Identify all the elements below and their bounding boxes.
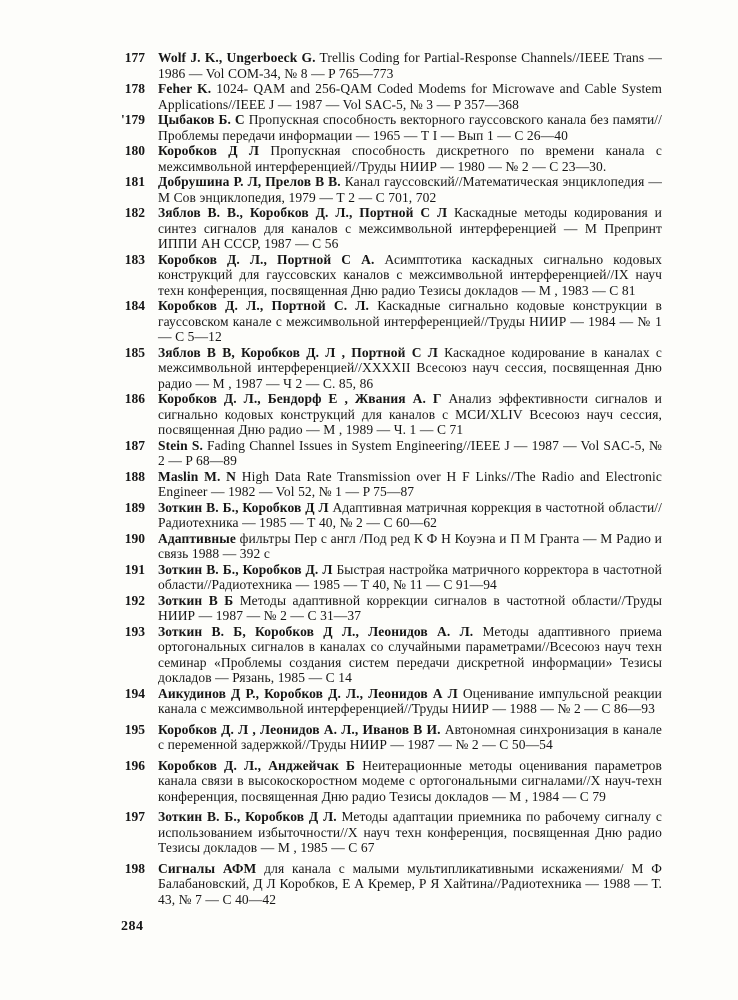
reference-entry (121, 112, 662, 143)
reference-body (145, 500, 662, 531)
reference-authors: Аикудинов Д Р., Коробков Д. Л., Леонидов А Л (158, 685, 458, 701)
reference-entry (121, 252, 662, 299)
reference-citation: Каскадные сигнально кодовые конструкции в гауссовском канале с межсимвольной интерференцией//Труды НИИР — 1984 — № 1 — С 5—12 (158, 298, 662, 344)
reference-number: 192 (124, 592, 145, 608)
reference-number: 177 (124, 50, 145, 65)
reference-number: 182 (124, 205, 145, 220)
reference-authors: Feher K. (158, 81, 212, 96)
reference-entry (121, 205, 662, 252)
reference-citation: High Data Rate Transmission over H F Links//The Radio and Electronic Engineer — 1982 — Vol 52, № 1 — P 75—87 (158, 468, 662, 499)
reference-body (145, 624, 662, 686)
reference-body (145, 593, 662, 624)
reference-entry (121, 345, 662, 392)
reference-authors: Коробков Д. Л., Анджейчак Б (158, 757, 356, 773)
reference-entry (121, 562, 662, 593)
reference-number: 191 (124, 561, 145, 577)
reference-authors: Коробков Д. Л., Портной С. Л. (158, 298, 370, 313)
reference-citation: Пропускная способность векторного гауссовского канала без памяти//Проблемы передачи информации — 1965 — Т I — Вып 1 — С 26—40 (158, 112, 662, 143)
reference-number: 193 (124, 623, 145, 639)
reference-citation: Fading Channel Issues in System Engineering//IEEE J — 1987 — Vol SAC-5, № 2 — P 68—89 (158, 437, 662, 468)
reference-authors: Зоткин В. Б., Коробков Д. Л (158, 561, 333, 577)
reference-authors: Maslin M. N (158, 468, 237, 484)
reference-entry (121, 809, 662, 856)
reference-body (145, 50, 662, 81)
reference-body (145, 174, 662, 205)
reference-number: 180 (124, 143, 145, 158)
reference-body (145, 112, 662, 143)
reference-authors: Коробков Д Л (158, 143, 260, 158)
reference-number: 184 (124, 298, 145, 313)
reference-body (145, 722, 662, 753)
reference-authors: Коробков Д. Л., Портной С А. (158, 251, 375, 267)
reference-body (145, 758, 662, 805)
reference-number: 187 (124, 437, 145, 453)
reference-citation: 1024- QAM and 256-QAM Coded Modems for Microwave and Cable System Applications//IEEE J — 1987 — Vol SAC-5, № 3 — P 357—368 (158, 81, 662, 112)
reference-number: 178 (124, 81, 145, 96)
reference-citation: Адаптивная матричная коррекция в частотной области//Радиотехника — 1985 — Т 40, № 2 — С 60—62 (158, 499, 662, 530)
reference-citation: Trellis Coding for Partial-Response Channels//IEEE Trans — 1986 — Vol COM-34, № 8 — P 765—773 (158, 50, 662, 81)
reference-entry (121, 50, 662, 81)
reference-body (145, 809, 662, 856)
reference-entry (121, 143, 662, 174)
reference-body (145, 531, 662, 562)
reference-authors: Зоткин В. Б., Коробков Д Л (158, 499, 329, 515)
reference-citation: для канала с малыми мультипликативными искажениями/ М Ф Балабановский, Д Л Коробков, Е А Кремер, Р Я Хайтина//Радиотехника — 1988 — Т. 43, № 7 — С 40—42 (158, 860, 662, 907)
reference-entry (121, 500, 662, 531)
reference-citation: Оценивание импульсной реакции канала с межсимвольной интерференцией//Труды НИИР — 1988 — № 2 — С 86—93 (158, 685, 662, 716)
reference-entry (121, 174, 662, 205)
reference-entry (121, 593, 662, 624)
reference-citation: Методы адаптивной коррекции сигналов в частотной области//Труды НИИР — 1987 — № 2 — С 31—37 (158, 592, 662, 623)
reference-entry (121, 861, 662, 908)
reference-citation: Анализ эффективности сигналов и сигнально кодовых конструкций для каналов с МСИ/XLIV Всесоюз науч сессия, посвященная Дню радио — М , 1989 — Ч. 1 — С 71 (158, 391, 662, 437)
reference-body (145, 252, 662, 299)
reference-number: 197 (124, 809, 145, 824)
reference-citation: Методы адаптивного приема ортогональных сигналов в каналах со случайными параметрами//Всесоюз науч техн семинар «Проблемы создания систем передачи дискретной информации» Тезисы докладов — Рязань, 1985 — С 14 (158, 623, 662, 685)
reference-authors: Адаптивные (158, 530, 236, 546)
reference-authors: Сигналы АФМ (158, 860, 257, 876)
reference-number: 196 (124, 757, 145, 773)
reference-number: 195 (124, 721, 145, 737)
reference-body (145, 81, 662, 112)
reference-authors: Коробков Д. Л., Бендорф Е , Жвания А. Г (158, 391, 442, 406)
reference-body (145, 205, 662, 252)
reference-citation: Автономная синхронизация в канале с переменной задержкой//Труды НИИР — 1987 — № 2 — С 50—54 (158, 721, 662, 752)
reference-body (145, 469, 662, 500)
reference-body (145, 686, 662, 717)
reference-number: 189 (124, 499, 145, 515)
reference-entry (121, 624, 662, 686)
reference-body (145, 298, 662, 345)
reference-citation: фильтры Пер с англ /Под ред К Ф Н Коуэна и П М Гранта — М Радио и связь 1988 — 392 с (158, 530, 662, 561)
reference-entry (121, 391, 662, 438)
page-number: 284 (121, 919, 144, 934)
reference-number: 190 (124, 530, 145, 546)
reference-citation: Асимптотика каскадных сигнально кодовых конструкций для гауссовских каналов с межсимвольной интерференцией//IX науч техн конференция, посвященная Дню радио Тезисы докладов — М , 1983 — С 81 (158, 251, 662, 298)
reference-number: '179 (121, 112, 146, 127)
reference-authors: Коробков Д. Л , Леонидов А. Л., Иванов В И. (158, 721, 441, 737)
reference-citation: Канал гауссовский//Математическая энциклопедия — М Сов энциклопедия, 1979 — Т 2 — С 701, 702 (158, 174, 663, 205)
reference-entry (121, 686, 662, 717)
reference-citation: Неитерационные методы оценивания параметров канала связи в высокоскоростном модеме с ортогональными сигналами//X науч-техн конференция, посвященная Дню радио Тезисы докладов — М , 1984 — С 79 (158, 757, 662, 804)
reference-authors: Зяблов В. В., Коробков Д. Л., Портной С Л (158, 205, 448, 220)
reference-authors: Добрушина Р. Л, Прелов В В. (158, 174, 341, 189)
reference-citation: Быстрая настройка матричного корректора в частотной области//Радиотехника — 1985 — Т 40, № 11 — С 91—94 (158, 561, 662, 592)
reference-citation: Методы адаптации приемника по рабочему сигналу с использованием избыточности//X науч техн конференция, посвященная Дню радио Тезисы докладов — М , 1985 — С 67 (158, 809, 662, 855)
reference-body (145, 438, 662, 469)
reference-body (145, 143, 662, 174)
reference-body (145, 562, 662, 593)
reference-body (145, 391, 662, 438)
reference-authors: Stein S. (158, 437, 203, 453)
reference-number: 198 (124, 860, 145, 876)
reference-number: 181 (124, 174, 145, 189)
reference-entry (121, 469, 662, 500)
reference-entry (121, 298, 662, 345)
reference-entry (121, 722, 662, 753)
reference-number: 183 (124, 251, 145, 267)
reference-list (121, 50, 662, 907)
reference-authors: Зоткин В Б (158, 592, 234, 608)
reference-entry (121, 81, 662, 112)
reference-authors: Wolf J. K., Ungerboeck G. (158, 50, 316, 65)
reference-authors: Цыбаков Б. С (158, 112, 245, 127)
reference-authors: Зоткин В. Б., Коробков Д Л. (158, 809, 337, 824)
reference-authors: Зоткин В. Б, Коробков Д Л., Леонидов А. Л. (158, 623, 474, 639)
reference-entry (121, 531, 662, 562)
reference-authors: Зяблов В В, Коробков Д. Л , Портной С Л (158, 344, 438, 360)
reference-number: 186 (124, 391, 145, 406)
reference-body (145, 345, 662, 392)
reference-body (145, 861, 662, 908)
reference-entry (121, 758, 662, 805)
reference-number: 185 (124, 344, 145, 360)
reference-entry (121, 438, 662, 469)
reference-citation: Пропускная способность дискретного по времени канала с межсимвольной интерференцией//Труды НИИР — 1980 — № 2 — С 23—30. (158, 143, 662, 174)
reference-number: 194 (124, 685, 145, 701)
reference-citation: Каскадные методы кодирования и синтез сигналов для каналов с межсимвольной интерференцией — М Препринт ИППИ АН СССР, 1987 — С 56 (158, 205, 662, 251)
reference-citation: Каскадное кодирование в каналах с межсимвольной интерференцией//XXXXII Всесоюз науч сессия, посвященная Дню радио — М , 1987 — Ч 2 — С. 85, 86 (158, 344, 662, 391)
reference-number: 188 (124, 468, 145, 484)
